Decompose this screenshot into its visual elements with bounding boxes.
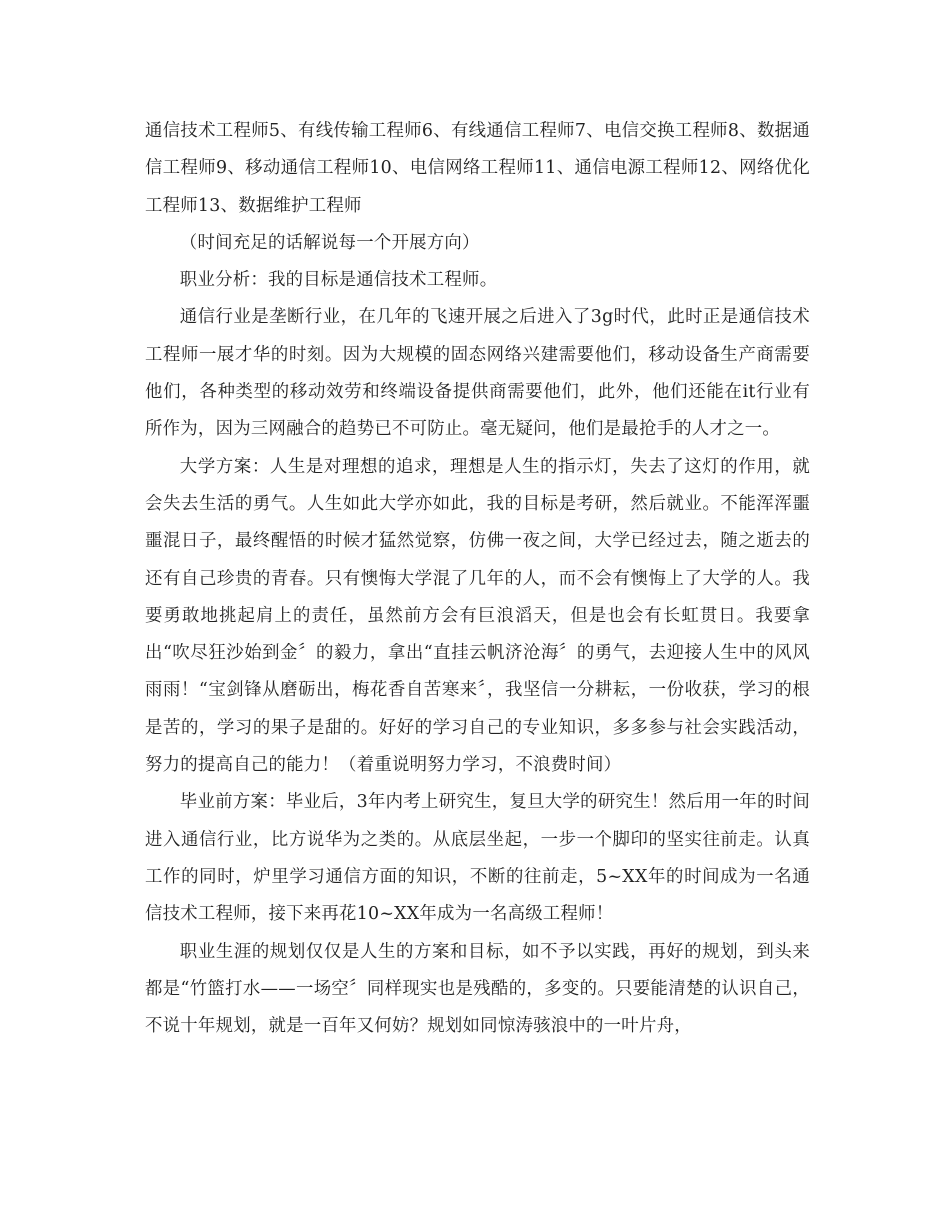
paragraph-pre-graduation-plan: 毕业前方案：毕业后，3年内考上研究生，复旦大学的研究生！然后用一年的时间进入通信行业，比方说华为之类的。从底层坐起，一步一个脚印的坚实往前走。认真工作的同时，炉里学习通信方面的知识，不断的往前走，5~XX年的时间成为一名通信技术工程师，接下来再花10~XX年成为一名高级工程师！: [145, 792, 810, 925]
paragraph-career-analysis: 职业分析：我的目标是通信技术工程师。: [179, 270, 498, 291]
paragraph-industry: 通信行业是垄断行业，在几年的飞速开展之后进入了3g时代，此时正是通信技术工程师一展才华的时刻。因为大规模的固态网络兴建需要他们，移动设备生产商需要他们，各种类型的移动效劳和终端设备提供商需要他们，此外，他们还能在it行业有所作为，因为三网融合的趋势已不可防止。毫无疑问，他们是最抢手的人才之一。: [145, 307, 810, 440]
paragraph-university-plan: 大学方案：人生是对理想的追求，理想是人生的指示灯，失去了这灯的作用，就会失去生活的勇气。人生如此大学亦如此，我的目标是考研，然后就业。不能浑浑噩噩混日子，最终醒悟的时候才猛然觉察，仿佛一夜之间，大学已经过去，随之逝去的还有自己珍贵的青春。只有懊悔大学混了几年的人，而不会有懊悔上了大学的人。我要勇敢地挑起肩上的责任，虽然前方会有巨浪滔天，但是也会有长虹贯日。我要拿出“吹尽狂沙始到金〞的毅力，拿出“直挂云帆济沧海〞的勇气，去迎接人生中的风风雨雨！“宝剑锋从磨砺出，梅花香自苦寒来〞，我坚信一分耕耘，一份收获，学习的根是苦的，学习的果子是甜的。好好的学习自己的专业知识，多多参与社会实践活动，努力的提高自己的能力！（着重说明努力学习，不浪费时间）: [145, 456, 810, 776]
document-body: [145, 113, 810, 1045]
paragraph-job-list: 通信技术工程师5、有线传输工程师6、有线通信工程师7、电信交换工程师8、数据通信工程师9、移动通信工程师10、电信网络工程师11、通信电源工程师12、网络优化工程师13、数据维护工程师: [145, 121, 810, 216]
paragraph-note: （时间充足的话解说每一个开展方向）: [179, 232, 480, 253]
paragraph-conclusion: 职业生涯的规划仅仅是人生的方案和目标，如不予以实践，再好的规划，到头来都是“竹篮打水——一场空〞同样现实也是残酷的，多变的。只要能清楚的认识自己，不说十年规划，就是一百年又何妨？规划如同惊涛骇浪中的一叶片舟，: [145, 941, 810, 1037]
